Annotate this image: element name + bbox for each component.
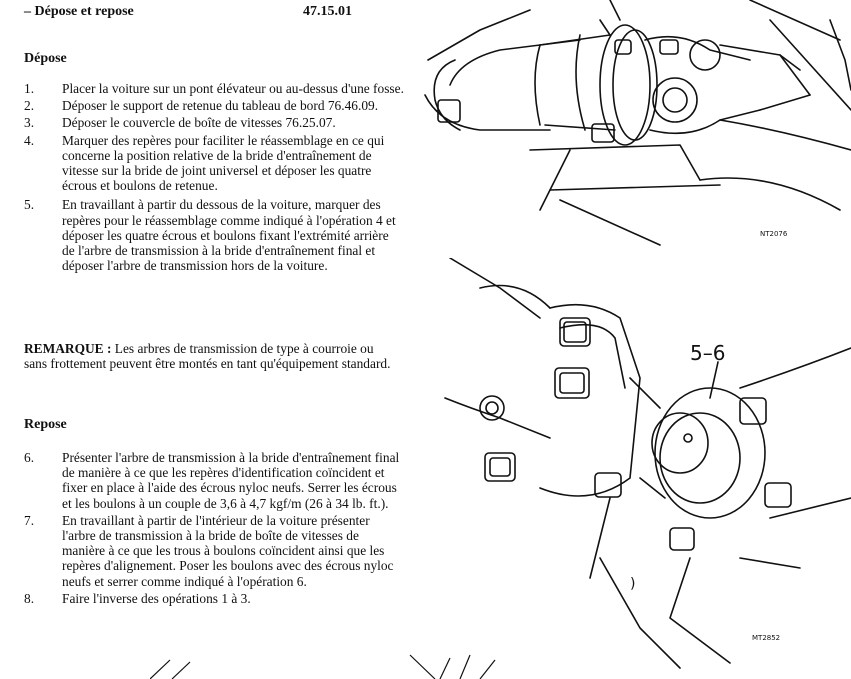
- step-number: 3.: [24, 115, 35, 131]
- step-7: [24, 513, 404, 589]
- step-text: Marquer des repères pour faciliter le réassemblage en ce qui concerne la position relative de la bride d'entraînement de vitesse sur la bride de joint universel et déposer les quatre écrous et boulons de retenue.: [62, 132, 385, 194]
- refit-steps: [24, 450, 404, 608]
- remark-label: REMARQUE :: [24, 341, 112, 356]
- remark: [24, 341, 399, 371]
- step-text: Placer la voiture sur un pont élévateur ou au-dessus d'une fosse.: [62, 81, 404, 96]
- figure-code-top: NT2076: [760, 230, 788, 238]
- figure-code-bottom: MT2852: [752, 634, 781, 642]
- step-number: 8.: [24, 590, 35, 606]
- next-figure-fragment: [150, 650, 550, 679]
- step-text: Faire l'inverse des opérations 1 à 3.: [62, 590, 251, 606]
- final-drive-flange-illustration: [440, 258, 851, 679]
- step-text: En travaillant à partir de l'intérieur de la voiture présenter l'arbre de transmission à la bride de boîte de vitesses de manière à ce que les trous à boulons coïncident ainsi que les repères d'alignement. Poser les boulons avec des écrous nyloc neufs et serrer comme indiqué à l'opération 6.: [62, 512, 394, 589]
- step-1: [24, 81, 404, 96]
- step-text: Déposer le support de retenue du tableau de bord 76.46.09.: [62, 98, 379, 114]
- step-number: 5.: [24, 197, 35, 213]
- step-6: [24, 450, 404, 511]
- step-number: 2.: [24, 98, 35, 114]
- step-3: [24, 115, 404, 130]
- header-title: – Dépose et repose: [24, 4, 134, 19]
- step-4: [24, 133, 404, 194]
- step-number: 1.: [24, 81, 35, 96]
- step-text: En travaillant à partir du dessous de la voiture, marquer des repères pour le réassemblage comme indiqué à l'opération 4 et déposer les quatre écrous et boulons fixant l'extrémité arrière de l'arbre de transmission à la bride d'entraînement final et déposer l'arbre de transmission hors de la voiture.: [62, 197, 396, 274]
- step-number: 6.: [24, 450, 35, 465]
- step-8: [24, 591, 404, 606]
- step-text: Déposer le couvercle de boîte de vitesses 76.25.07.: [62, 115, 336, 131]
- gearbox-flange-illustration: [420, 0, 851, 250]
- step-number: 7.: [24, 512, 35, 528]
- removal-title: Dépose: [24, 51, 67, 66]
- header-operation-code: 47.15.01: [303, 4, 352, 19]
- step-2: [24, 98, 404, 113]
- figure-mark: ): [630, 576, 636, 592]
- step-number: 4.: [24, 132, 35, 148]
- figure-label-5-6: 5–6: [690, 341, 726, 365]
- refit-title: Repose: [24, 417, 67, 432]
- remark-text: Les arbres de transmission de type à courroie ou sans frottement peuvent être montés en tant qu'équipement standard.: [24, 341, 391, 372]
- step-text: Présenter l'arbre de transmission à la bride d'entraînement final de manière à ce que les repères d'identification coïncident et fixer en place à l'aide des écrous nyloc neufs. Serrer les écrous et les boulons à un couple de 3,6 à 4,7 kgf/m (26 à 34 lb. ft.).: [62, 450, 400, 511]
- step-5: [24, 197, 404, 273]
- removal-steps: [24, 81, 404, 275]
